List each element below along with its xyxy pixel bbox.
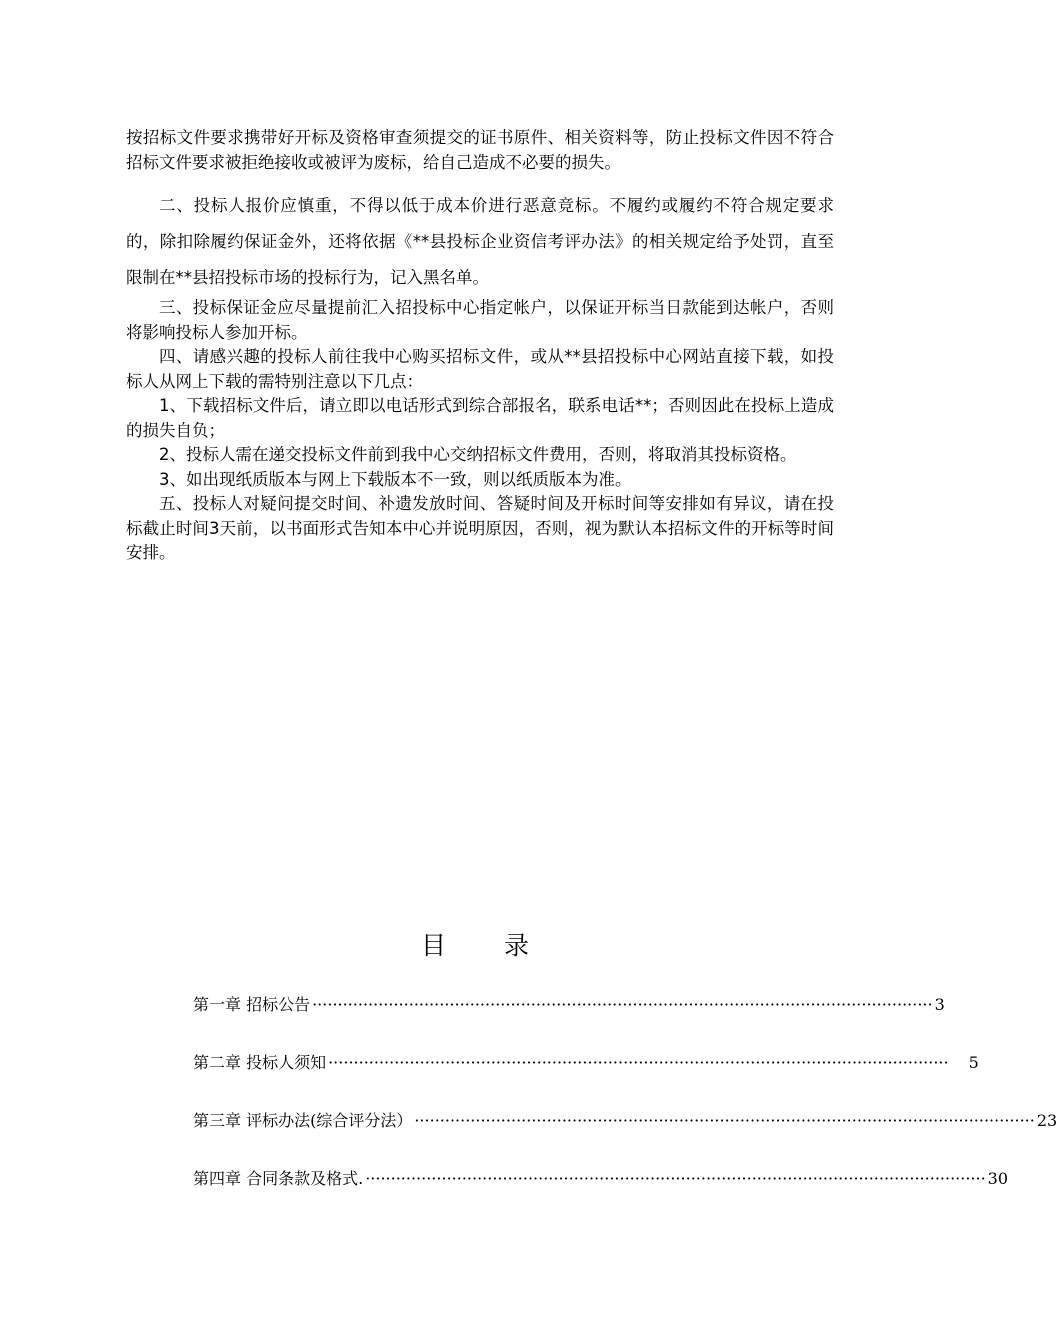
toc-entry[interactable] xyxy=(193,1166,1009,1224)
paragraph-item-2: 2、投标人需在递交投标文件前到我中心交纳招标文件费用，否则，将取消其投标资格。 xyxy=(159,445,797,464)
toc-entry-page: 30 xyxy=(987,1169,1009,1188)
paragraph-section-5: 五、投标人对疑问提交时间、补遗发放时间、答疑时间及开标时间等安排如有异议，请在投标截止时间3天前，以书面形式告知本中心并说明原因，否则，视为默认本招标文件的开标等时间安排。 xyxy=(126,494,834,562)
toc-entry-label: 第二章 投标人须知 xyxy=(193,1053,327,1072)
toc-leader-dots: ·························································································································· xyxy=(414,1111,1035,1130)
paragraph-item-3: 3、如出现纸质版本与网上下载版本不一致，则以纸质版本为准。 xyxy=(159,469,632,489)
toc-entry[interactable] xyxy=(193,992,945,1050)
paragraph-section-3: 三、投标保证金应尽量提前汇入招投标中心指定帐户，以保证开标当日款能到达帐户，否则将影响投标人参加开标。 xyxy=(126,298,834,342)
toc-leader-dots: ·························································································································· xyxy=(328,1053,949,1072)
toc-entry-page: 5 xyxy=(968,1053,979,1072)
body-text xyxy=(126,126,834,566)
paragraph-section-4: 四、请感兴趣的投标人前往我中心购买招标文件，或从**县招投标中心网站直接下载，如投标人从网上下载的需特别注意以下几点： xyxy=(126,347,834,391)
paragraph-item-1: 1、下载招标文件后，请立即以电话形式到综合部报名，联系电话**；否则因此在投标上造成的损失自负； xyxy=(126,396,834,440)
toc-entry[interactable] xyxy=(193,1108,1057,1166)
toc-entry-page: 23 xyxy=(1036,1111,1057,1130)
toc-entry-label: 第三章 评标办法(综合评分法） xyxy=(193,1111,413,1130)
toc-title: 目录 xyxy=(420,931,587,960)
paragraph-section-2: 二、投标人报价应慎重，不得以低于成本价进行恶意竞标。不履约或履约不符合规定要求的，除扣除履约保证金外，还将依据《**县投标企业资信考评办法》的相关规定给予处罚，直至限制在**县招投标市场的投标行为，记入黑名单。 xyxy=(126,196,834,287)
toc-leader-dots: ·························································································································· xyxy=(365,1169,986,1188)
table-of-contents xyxy=(193,992,1057,1224)
toc-entry-label: 第一章 招标公告 xyxy=(193,995,311,1014)
toc-leader-dots: ·························································································································· xyxy=(312,995,933,1014)
toc-entry[interactable] xyxy=(193,1050,979,1108)
toc-entry-page: 3 xyxy=(934,995,945,1014)
toc-entry-label: 第四章 合同条款及格式. xyxy=(193,1169,364,1188)
paragraph-continuation: 按招标文件要求携带好开标及资格审查须提交的证书原件、相关资料等，防止投标文件因不符合招标文件要求被拒绝接收或被评为废标，给自己造成不必要的损失。 xyxy=(126,128,834,172)
